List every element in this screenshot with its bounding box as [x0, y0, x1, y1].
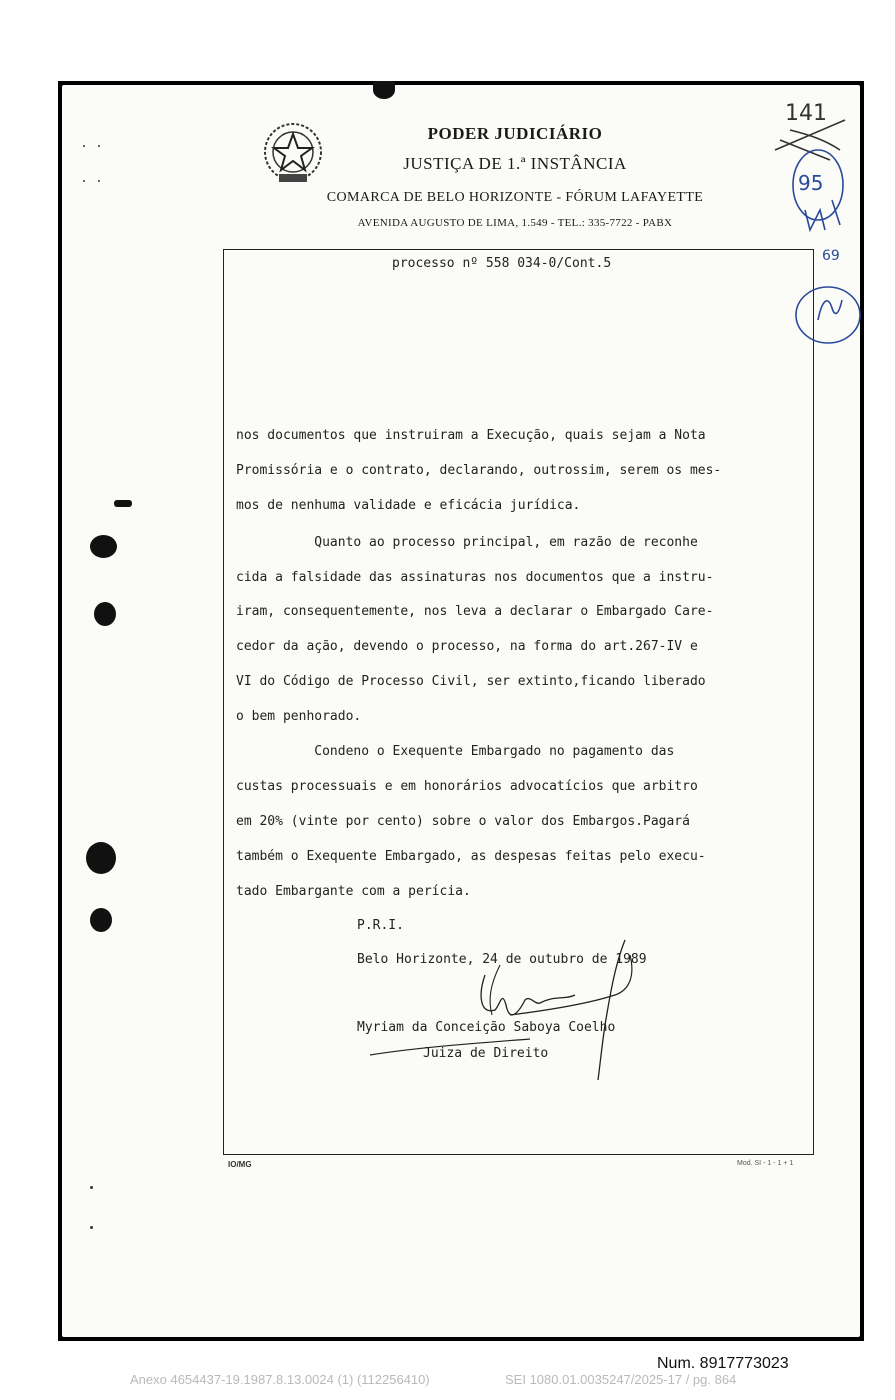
- signer-role: Juiza de Direito: [423, 1046, 549, 1061]
- header-district: COMARCA DE BELO HORIZONTE - FÓRUM LAFAYETTE: [326, 190, 704, 205]
- punch-mark: [114, 500, 132, 507]
- body-line: em 20% (vinte por cento) sobre o valor dos Embargos.Pagará: [236, 814, 690, 829]
- date-line: Belo Horizonte, 24 de outubro de 1989: [357, 952, 647, 967]
- body-line: também o Exequente Embargado, as despesas feitas pelo execu-: [236, 849, 706, 864]
- punch-hole: [94, 602, 116, 626]
- process-number: processo nº 558 034-0/Cont.5: [392, 256, 612, 271]
- margin-annotation: [770, 90, 865, 350]
- body-line: cedor da ação, devendo o processo, na forma do art.267-IV e: [236, 639, 698, 654]
- pri-notice: P.R.I.: [357, 918, 404, 933]
- margin-note-page: 141: [785, 101, 827, 126]
- punch-hole: [90, 535, 117, 558]
- speck: [83, 180, 85, 182]
- punch-hole: [86, 842, 116, 874]
- sei-reference: SEI 1080.01.0035247/2025-17 / pg. 864: [505, 1372, 737, 1387]
- body-line: VI do Código de Processo Civil, ser extinto,ficando liberado: [236, 674, 706, 689]
- body-line: iram, consequentemente, nos leva a declarar o Embargado Care-: [236, 604, 714, 619]
- speck: [98, 145, 100, 147]
- header-address: AVENIDA AUGUSTO DE LIMA, 1.549 - TEL.: 335-7722 - PABX: [357, 217, 673, 229]
- body-line: tado Embargante com a perícia.: [236, 884, 471, 899]
- punch-hole: [90, 908, 112, 932]
- paper-tear: [373, 81, 395, 99]
- document-number: Num. 8917773023: [657, 1355, 789, 1372]
- margin-note-small: 69: [822, 248, 840, 264]
- handwritten-signature: [360, 935, 660, 1085]
- speck: [83, 145, 85, 147]
- margin-note-blue: 95: [798, 171, 824, 195]
- annex-reference: Anexo 4654437-19.1987.8.13.0024 (1) (112256410): [130, 1372, 430, 1387]
- form-code: IO/MG: [228, 1160, 252, 1169]
- body-line: mos de nenhuma validade e eficácia jurídica.: [236, 498, 581, 513]
- body-line: Promissória e o contrato, declarando, outrossim, serem os mes-: [236, 463, 722, 478]
- body-line: cida a falsidade das assinaturas nos documentos que a instru-: [236, 570, 714, 585]
- body-line: custas processuais e em honorários advocatícios que arbitro: [236, 779, 698, 794]
- body-line: Quanto ao processo principal, em razão de reconhe: [236, 535, 698, 550]
- speck: [90, 1226, 93, 1229]
- speck: [90, 1186, 93, 1189]
- speck: [98, 180, 100, 182]
- header-court-name: PODER JUDICIÁRIO: [427, 124, 603, 143]
- signer-name: Myriam da Conceição Saboya Coelho: [357, 1020, 616, 1035]
- body-line: nos documentos que instruiram a Execução, quais sejam a Nota: [236, 428, 706, 443]
- header-instance: JUSTIÇA DE 1.ª INSTÂNCIA: [403, 154, 627, 173]
- body-line: Condeno o Exequente Embargado no pagamento das: [236, 744, 675, 759]
- form-model: Mod. SI - 1 - 1 + 1: [737, 1160, 794, 1167]
- body-line: o bem penhorado.: [236, 709, 362, 724]
